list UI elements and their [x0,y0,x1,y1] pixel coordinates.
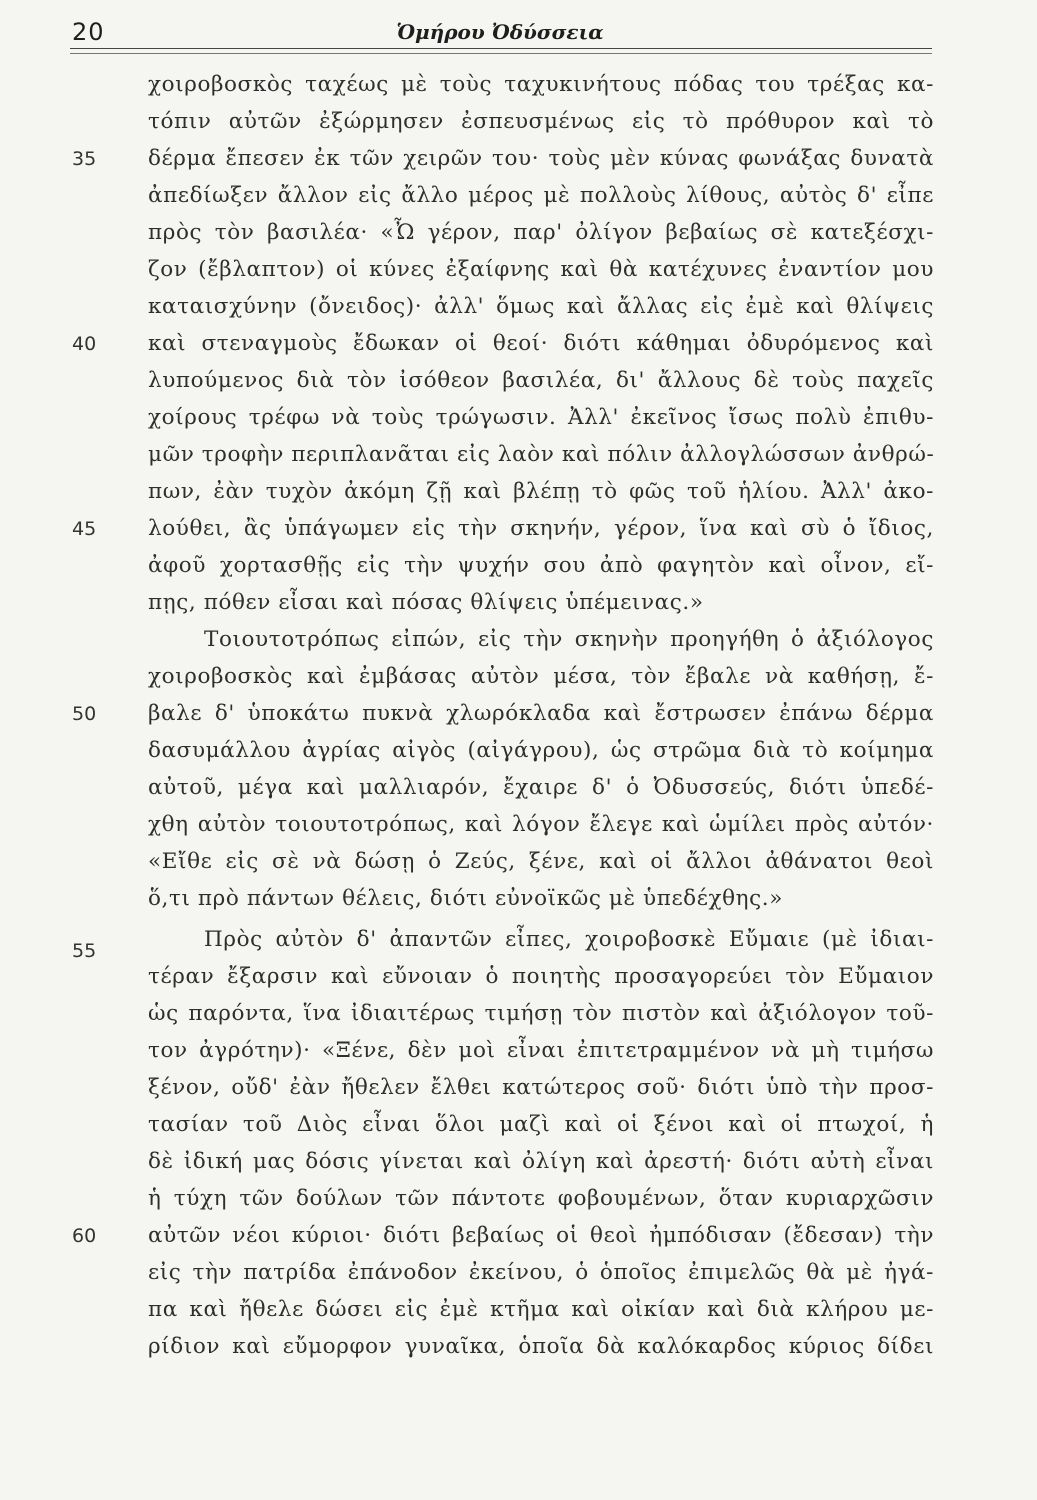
text-line: ἡ τύχη τῶν δούλων τῶν πάντοτε φοβουμένων, ὅταν κυριαρχῶσιν [148,1186,934,1211]
text-line: βαλε δ' ὑποκάτω πυκνὰ χλωρόκλαδα καὶ ἔστρωσεν ἐπάνω δέρμα [148,701,934,726]
text-line: μῶν τροφὴν περιπλανᾶται εἰς λαὸν καὶ πόλιν ἀλλογλώσσων ἀνθρώ- [148,442,935,467]
line-number: 35 [72,148,97,170]
text-line: τον ἀγρότην)· «Ξένε, δὲν μοὶ εἶναι ἐπιτετραμμένον νὰ μὴ τιμήσω [148,1038,934,1063]
text-line: πων, ἐὰν τυχὸν ἀκόμη ζῇ καὶ βλέπῃ τὸ φῶς τοῦ ἡλίου. Ἀλλ' ἀκο- [148,479,934,504]
text-line: πρὸς τὸν βασιλέα· «Ὦ γέρον, παρ' ὀλίγον βεβαίως σὲ κατεξέσχι- [148,220,934,245]
header-rule-thin [70,53,932,54]
text-line: χοιροβοσκὸς ταχέως μὲ τοὺς ταχυκινήτους πόδας του τρέξας κα- [148,72,934,97]
text-line: καὶ στεναγμοὺς ἔδωκαν οἱ θεοί· διότι κάθημαι ὀδυρόμενος καὶ [148,331,934,356]
text-line: ὡς παρόντα, ἵνα ἰδιαιτέρως τιμήσῃ τὸν πιστὸν καὶ ἀξιόλογον τοῦ- [148,1001,934,1026]
text-line: καταισχύνην (ὄνειδος)· ἀλλ' ὅμως καὶ ἄλλας εἰς ἐμὲ καὶ θλίψεις [148,294,934,319]
text-line: τόπιν αὐτῶν ἐξώρμησεν ἐσπευσμένως εἰς τὸ πρόθυρον καὶ τὸ [148,109,934,134]
text-line: «Εἴθε εἰς σὲ νὰ δώσῃ ὁ Ζεύς, ξένε, καὶ οἱ ἄλλοι ἀθάνατοι θεοὶ [148,849,934,874]
text-line: τέραν ἔξαρσιν καὶ εὔνοιαν ὁ ποιητὴς προσαγορεύει τὸν Εὔμαιον [148,964,934,989]
text-line: ζον (ἔβλαπτον) οἱ κύνες ἐξαίφνης καὶ θὰ κατέχυνες ἐναντίον μου [148,257,934,282]
text-line: λυπούμενος διὰ τὸν ἰσόθεον βασιλέα, δι' ἄλλους δὲ τοὺς παχεῖς [148,368,934,393]
text-line: δασυμάλλου ἀγρίας αἰγὸς (αἰγάγρου), ὡς στρῶμα διὰ τὸ κοίμημα [148,738,934,763]
header-rule [70,48,932,49]
text-line: χθη αὐτὸν τοιουτοτρόπως, καὶ λόγον ἔλεγε καὶ ὡμίλει πρὸς αὐτόν· [148,812,934,837]
running-title: Ὁμήρου Ὀδύσσεια [396,20,604,44]
line-number: 60 [72,1225,97,1247]
text-line: ἀφοῦ χορτασθῇς εἰς τὴν ψυχήν σου ἀπὸ φαγητὸν καὶ οἶνον, εἴ- [148,553,934,578]
text-line: Τοιουτοτρόπως εἰπών, εἰς τὴν σκηνὴν προηγήθη ὁ ἀξιόλογος [204,627,934,652]
text-line: ὅ,τι πρὸ πάντων θέλεις, διότι εὐνοϊκῶς μὲ ὑπεδέχθης.» [148,886,783,911]
text-line: πῃς, πόθεν εἶσαι καὶ πόσας θλίψεις ὑπέμεινας.» [148,590,704,615]
text-line: αὐτοῦ, μέγα καὶ μαλλιαρόν, ἔχαιρε δ' ὁ Ὀδυσσεύς, διότι ὑπεδέ- [148,775,934,800]
text-line: δὲ ἰδική μας δόσις γίνεται καὶ ὀλίγη καὶ ἀρεστή· διότι αὐτὴ εἶναι [148,1149,934,1174]
text-line: τασίαν τοῦ Διὸς εἶναι ὅλοι μαζὶ καὶ οἱ ξένοι καὶ οἱ πτωχοί, ἡ [148,1112,934,1137]
line-number: 55 [72,940,97,962]
text-line: Πρὸς αὐτὸν δ' ἀπαντῶν εἶπες, χοιροβοσκὲ Εὔμαιε (μὲ ἰδιαι- [204,927,934,952]
text-line: χοιροβοσκὸς καὶ ἐμβάσας αὐτὸν μέσα, τὸν ἔβαλε νὰ καθήσῃ, ἔ- [148,664,934,689]
text-line: ξένον, οὔδ' ἐὰν ἤθελεν ἔλθει κατώτερος σοῦ· διότι ὑπὸ τὴν προσ- [148,1075,934,1100]
page-number: 20 [72,18,105,46]
text-line: αὐτῶν νέοι κύριοι· διότι βεβαίως οἱ θεοὶ ἠμπόδισαν (ἔδεσαν) τὴν [148,1223,934,1248]
line-number: 40 [72,333,97,355]
text-line: ἀπεδίωξεν ἄλλον εἰς ἄλλο μέρος μὲ πολλοὺς λίθους, αὐτὸς δ' εἶπε [148,183,934,208]
text-line: χοίρους τρέφω νὰ τοὺς τρώγωσιν. Ἀλλ' ἐκεῖνος ἴσως πολὺ ἐπιθυ- [148,405,934,430]
line-number: 50 [72,703,97,725]
text-line: λούθει, ἂς ὑπάγωμεν εἰς τὴν σκηνήν, γέρον, ἵνα καὶ σὺ ὁ ἴδιος, [148,516,934,541]
line-number: 45 [72,518,97,540]
text-line: εἰς τὴν πατρίδα ἐπάνοδον ἐκείνου, ὁ ὁποῖος ἐπιμελῶς θὰ μὲ ἠγά- [148,1260,934,1285]
text-line: ρίδιον καὶ εὔμορφον γυναῖκα, ὁποῖα δὰ καλόκαρδος κύριος δίδει [148,1334,934,1359]
text-line: δέρμα ἔπεσεν ἐκ τῶν χειρῶν του· τοὺς μὲν κύνας φωνάξας δυνατὰ [148,146,934,171]
text-line: πα καὶ ἤθελε δώσει εἰς ἐμὲ κτῆμα καὶ οἰκίαν καὶ διὰ κλήρου με- [148,1297,934,1322]
